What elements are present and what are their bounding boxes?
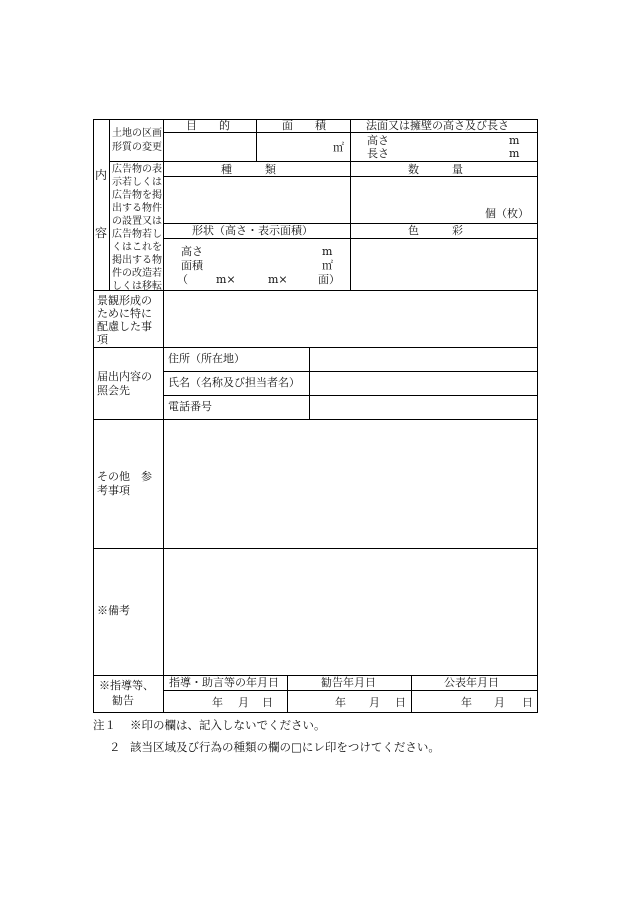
remarks-label: ※備考 [97, 604, 130, 617]
dims-mx1: m× [216, 273, 236, 286]
area-header: 面 積 [282, 119, 326, 132]
slope-length-label: 長さ [367, 147, 389, 160]
guidance-col3-header: 公表年月日 [444, 676, 499, 689]
remarks-field [164, 549, 537, 675]
g2-year: 年 [335, 696, 346, 709]
signs-label-line: 広告物を掲 [112, 190, 162, 201]
note1-number: 注１ [93, 718, 116, 732]
guidance-col1-header: 指導・助言等の年月日 [169, 676, 279, 689]
dims-mx2: m× [268, 273, 288, 286]
purpose-header: 目 的 [186, 119, 230, 132]
count-unit: 個（枚） [485, 207, 529, 220]
g1-day: 日 [262, 696, 273, 709]
signs-label-line: 示若しくは [112, 177, 162, 188]
content-label-bottom: 容 [95, 226, 108, 240]
landscape-label-line: 配慮した事 [97, 320, 152, 333]
signs-label-line: の設置又は [112, 216, 162, 227]
phone-label: 電話番号 [168, 400, 212, 413]
guidance-col2-header: 勧告年月日 [321, 676, 376, 689]
sign-area-unit: ㎡ [322, 259, 333, 272]
slope-height-label: 高さ [367, 134, 389, 147]
g3-day: 日 [522, 696, 533, 709]
guidance-label-line1: ※指導等、 [99, 679, 154, 692]
slope-length-unit: m [509, 147, 520, 160]
address-field[interactable] [310, 348, 537, 371]
landscape-label-line: 景観形成の [97, 294, 152, 307]
signs-label-line: 件の改造若 [112, 268, 162, 279]
color-header: 色 彩 [408, 224, 463, 237]
g1-month: 月 [238, 696, 249, 709]
slope-header: 法面又は擁壁の高さ及び長さ [366, 119, 509, 132]
area-unit: ㎡ [333, 141, 344, 154]
type-header: 種 類 [221, 163, 276, 176]
quantity-header: 数 量 [408, 163, 463, 176]
landscape-label-line: ために特に [97, 307, 152, 320]
landscape-label-line: 項 [97, 333, 108, 346]
g1-year: 年 [212, 696, 223, 709]
phone-field[interactable] [310, 396, 537, 419]
note1-text: ※印の欄は、記入しないでください。 [130, 718, 326, 732]
content-label-top: 内 [95, 168, 108, 182]
other-field[interactable] [164, 420, 537, 548]
contact-label-line2: 照会先 [97, 384, 130, 397]
signs-label-line: 広告物若し [112, 229, 162, 240]
note2-text: 該当区域及び行為の種類の欄の□にレ印をつけてください。 [130, 740, 440, 754]
land-label-line1: 土地の区画 [112, 128, 162, 139]
other-label-line2: 考事項 [97, 484, 130, 497]
signs-label-line: 広告物の表 [112, 164, 162, 175]
address-label: 住所（所在地） [168, 352, 245, 365]
sign-area-label: 面積 [181, 259, 203, 272]
name-field[interactable] [310, 372, 537, 395]
dims-close: 面） [318, 273, 340, 286]
signs-label-line: くはこれを [112, 242, 162, 253]
sign-height-label: 高さ [181, 245, 203, 258]
signs-label-line: 出する物件 [112, 203, 162, 214]
land-label-line2: 形質の変更 [112, 142, 162, 153]
g3-year: 年 [461, 696, 472, 709]
other-label-line1: その他 参 [97, 470, 152, 483]
note2-number: ２ [109, 740, 121, 754]
g3-month: 月 [494, 696, 505, 709]
g2-month: 月 [369, 696, 380, 709]
g2-day: 日 [395, 696, 406, 709]
signs-label-line: しくは移転 [112, 281, 162, 292]
dims-open: （ [177, 273, 188, 286]
shape-header: 形状（高さ・表示面積） [192, 224, 313, 237]
sign-height-unit: m [322, 245, 333, 258]
guidance-label-line2: 勧告 [112, 694, 134, 707]
name-label: 氏名（名称及び担当者名） [168, 376, 300, 389]
contact-label-line1: 届出内容の [97, 370, 152, 383]
landscape-field[interactable] [164, 291, 537, 347]
slope-height-unit: m [509, 134, 520, 147]
signs-label-line: 掲出する物 [112, 255, 162, 266]
